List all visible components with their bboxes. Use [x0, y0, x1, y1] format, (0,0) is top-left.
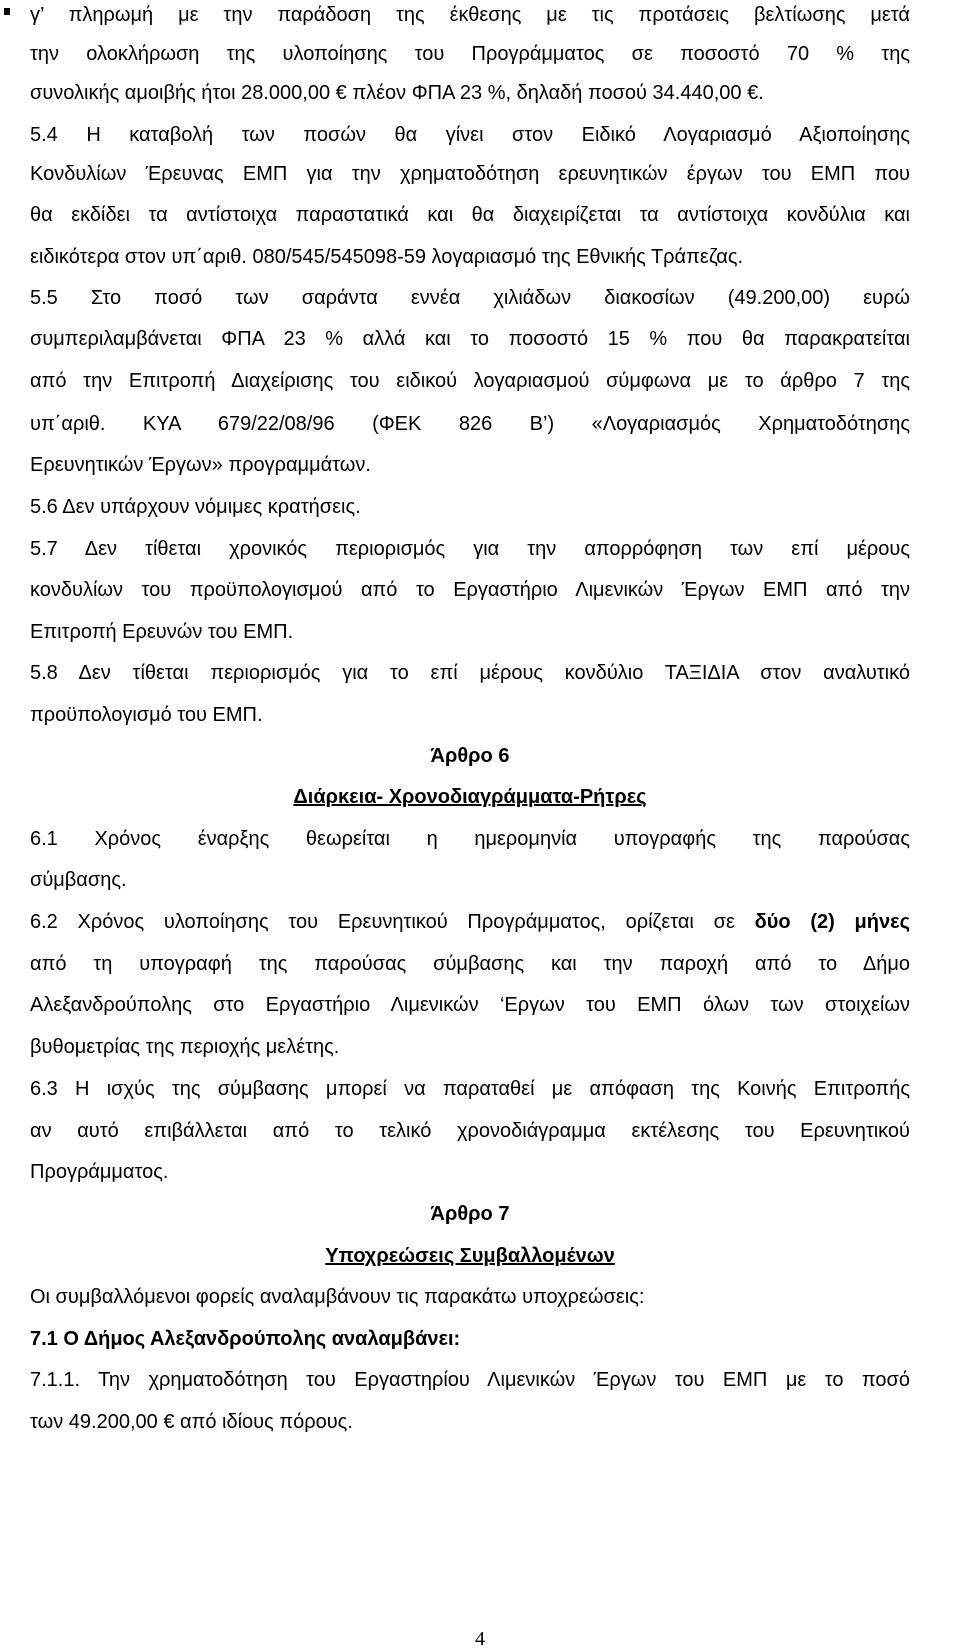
- text-line: από τη υπογραφή της παρούσας σύμβασης και την παροχή από το Δήμο: [30, 953, 910, 975]
- text-line: Ερευνητικών Έργων» προγραμμάτων.: [30, 454, 371, 476]
- text-line: 6.3 Η ισχύς της σύμβασης μπορεί να παραταθεί με απόφαση της Κοινής Επιτροπής: [30, 1078, 910, 1100]
- text-line: 7.1.1. Την χρηματοδότηση του Εργαστηρίου Λιμενικών Έργων του ΕΜΠ με το ποσό: [30, 1369, 910, 1391]
- article-6-title: Διάρκεια- Χρονοδιαγράμματα-Ρήτρες: [293, 786, 647, 808]
- text-line: την ολοκλήρωση της υλοποίησης του Προγράμματος σε ποσοστό 70 % της: [30, 43, 910, 65]
- text-line: 5.6 Δεν υπάρχουν νόμιμες κρατήσεις.: [30, 496, 361, 518]
- section-7-1-heading: 7.1 Ο Δήμος Αλεξανδρούπολης αναλαμβάνει:: [30, 1328, 461, 1350]
- duration-bold: δύο (2) μήνες: [754, 911, 910, 933]
- text-line: Αλεξανδρούπολης στο Εργαστήριο Λιμενικών ‘Εργων του ΕΜΠ όλων των στοιχείων: [30, 994, 910, 1016]
- text-line: σύμβασης.: [30, 869, 127, 891]
- text-fragment: 6.2 Χρόνος υλοποίησης του Ερευνητικού Προγράμματος, ορίζεται σε: [30, 911, 735, 933]
- text-line: υπ΄αριθ. ΚΥΑ 679/22/08/96 (ΦΕΚ 826 Β’) «Λογαριασμός Χρηματοδότησης: [30, 413, 910, 435]
- text-line: αν αυτό επιβάλλεται από το τελικό χρονοδιάγραμμα εκτέλεσης του Ερευνητικού: [30, 1120, 910, 1142]
- text-line: συμπεριλαμβάνεται ΦΠΑ 23 % αλλά και το ποσοστό 15 % που θα παρακρατείται: [30, 328, 910, 350]
- text-line: 5.7 Δεν τίθεται χρονικός περιορισμός για την απορρόφηση των επί μέρους: [30, 538, 910, 560]
- text-line: Οι συμβαλλόμενοι φορείς αναλαμβάνουν τις παρακάτω υποχρεώσεις:: [30, 1286, 645, 1308]
- article-7-title: Υποχρεώσεις Συμβαλλομένων: [325, 1245, 615, 1267]
- text-line: κονδυλίων του προϋπολογισμού από το Εργαστήριο Λιμενικών Έργων ΕΜΠ από την: [30, 579, 910, 601]
- text-line: 5.8 Δεν τίθεται περιορισμός για το επί μέρους κονδύλιο ΤΑΞΙΔΙΑ στον αναλυτικό: [30, 662, 910, 684]
- text-line: συνολικής αμοιβής ήτοι 28.000,00 € πλέον ΦΠΑ 23 %, δηλαδή ποσού 34.440,00 €.: [30, 82, 764, 104]
- text-line: Προγράμματος.: [30, 1161, 169, 1183]
- text-line: από την Επιτροπή Διαχείρισης του ειδικού λογαριασμού σύμφωνα με το άρθρο 7 της: [30, 370, 910, 392]
- text-line: Κονδυλίων Έρευνας ΕΜΠ για την χρηματοδότηση ερευνητικών έργων του ΕΜΠ που: [30, 163, 910, 185]
- bullet-marker: [4, 8, 10, 15]
- article-7-heading: Άρθρο 7: [430, 1203, 510, 1225]
- text-line: 5.4 Η καταβολή των ποσών θα γίνει στον Ειδικό Λογαριασμό Αξιοποίησης: [30, 124, 910, 146]
- text-line: [30, 911, 910, 933]
- text-line: γ’ πληρωμή με την παράδοση της έκθεσης με τις προτάσεις βελτίωσης μετά: [30, 4, 910, 26]
- text-line: προϋπολογισμό του ΕΜΠ.: [30, 704, 263, 726]
- page-number: 4: [475, 1628, 485, 1650]
- text-line: θα εκδίδει τα αντίστοιχα παραστατικά και θα διαχειρίζεται τα αντίστοιχα κονδύλια και: [30, 204, 910, 226]
- text-line: 5.5 Στο ποσό των σαράντα εννέα χιλιάδων διακοσίων (49.200,00) ευρώ: [30, 287, 910, 309]
- text-line: 6.1 Χρόνος έναρξης θεωρείται η ημερομηνία υπογραφής της παρούσας: [30, 828, 910, 850]
- text-line: ειδικότερα στον υπ΄αριθ. 080/545/545098-59 λογαριασμό της Εθνικής Τράπεζας.: [30, 246, 744, 268]
- text-line: Επιτροπή Ερευνών του ΕΜΠ.: [30, 621, 294, 643]
- text-line: των 49.200,00 € από ιδίους πόρους.: [30, 1411, 353, 1433]
- text-line: βυθομετρίας της περιοχής μελέτης.: [30, 1036, 340, 1058]
- article-6-heading: Άρθρο 6: [430, 745, 510, 767]
